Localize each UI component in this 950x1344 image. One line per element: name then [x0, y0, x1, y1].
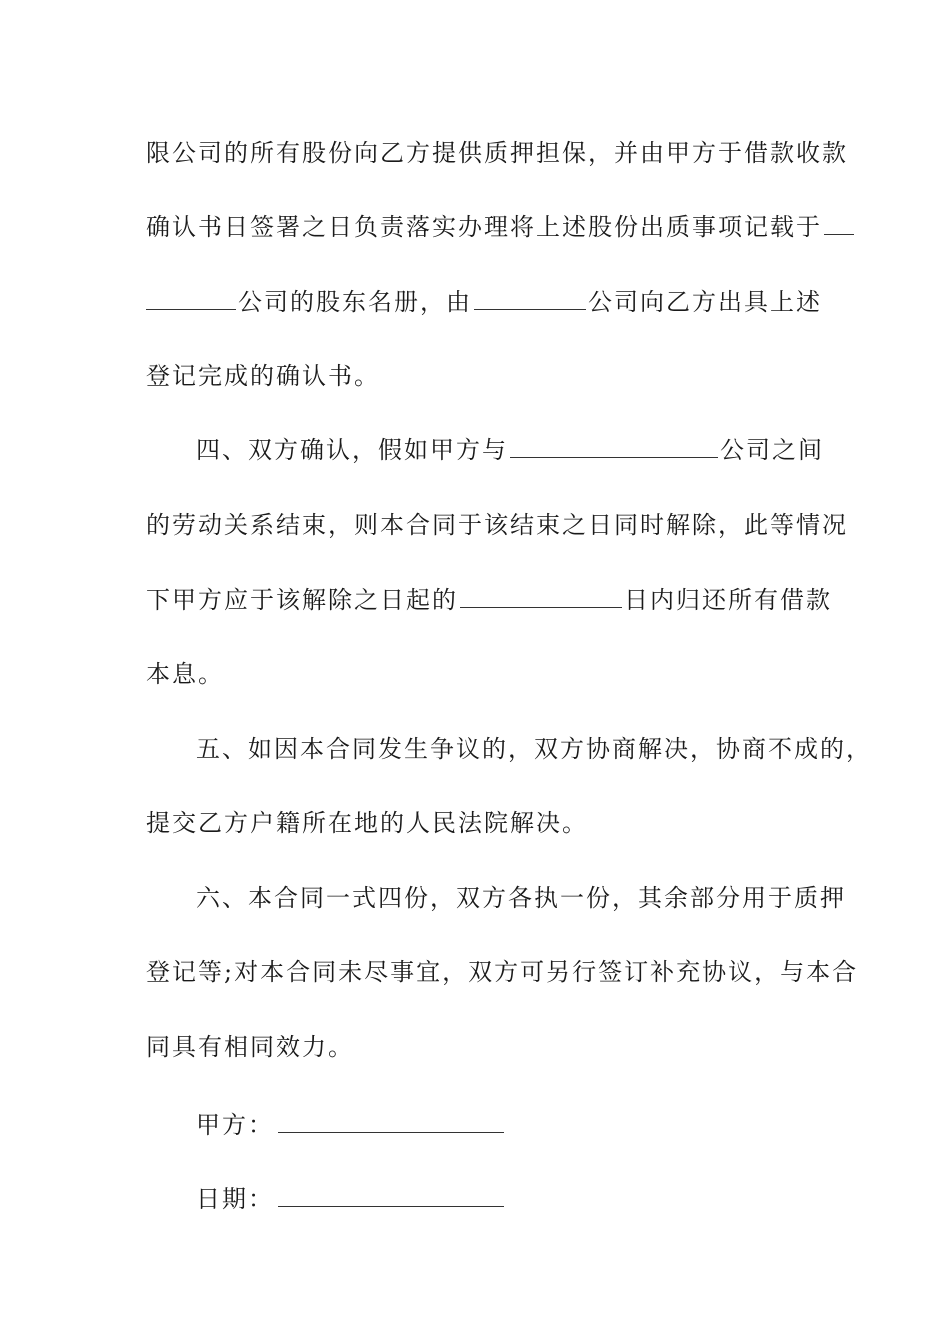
clause6-line2-text: 登记等;对本合同未尽事宜，双方可另行签订补充协议，与本合 [146, 958, 859, 986]
blank-field [146, 287, 236, 310]
date-signature [196, 1180, 504, 1212]
blank-field [460, 585, 622, 608]
clause4-line3 [146, 584, 832, 616]
clause4-line1-text-a: 四、双方确认，假如甲方与 [196, 436, 508, 464]
clause6-line3 [146, 1031, 354, 1063]
party-a-signature [196, 1106, 504, 1138]
clause3-line3-text-a: 公司的股东名册，由 [238, 288, 472, 316]
clause4-line2 [146, 509, 848, 541]
clause3-line1-text: 限公司的所有股份向乙方提供质押担保，并由甲方于借款收款 [146, 139, 848, 167]
party-a-label: 甲方： [196, 1111, 274, 1139]
clause6-line1-text: 六、本合同一式四份，双方各执一份，其余部分用于质押 [196, 884, 846, 912]
party-a-signature-field[interactable] [278, 1106, 504, 1133]
clause6-line1 [196, 882, 846, 914]
clause3-line4-text: 登记完成的确认书。 [146, 362, 380, 390]
clause6-line3-text: 同具有相同效力。 [146, 1033, 354, 1061]
clause4-line2-text: 的劳动关系结束，则本合同于该结束之日同时解除，此等情况 [146, 511, 848, 539]
date-label: 日期： [196, 1185, 274, 1213]
blank-field [510, 435, 718, 458]
clause4-line4 [146, 658, 224, 690]
clause4-line4-text: 本息。 [146, 660, 224, 688]
clause3-line2-text: 确认书日签署之日负责落实办理将上述股份出质事项记载于 [146, 213, 822, 241]
clause4-line1 [196, 434, 824, 466]
clause4-line1-text-b: 公司之间 [720, 436, 824, 464]
clause3-line3 [146, 286, 822, 318]
clause3-line3-text-b: 公司向乙方出具上述 [588, 288, 822, 316]
clause5-line2 [146, 807, 588, 839]
clause5-line2-text: 提交乙方户籍所在地的人民法院解决。 [146, 809, 588, 837]
clause5-line1 [196, 733, 872, 765]
clause3-line4 [146, 360, 380, 392]
date-signature-field[interactable] [278, 1180, 504, 1207]
clause5-line1-text: 五、如因本合同发生争议的，双方协商解决，协商不成的， [196, 735, 872, 763]
clause3-line1 [146, 137, 848, 169]
clause3-line2 [146, 211, 856, 243]
blank-field [474, 287, 586, 310]
blank-field [824, 212, 854, 235]
clause4-line3-text-a: 下甲方应于该解除之日起的 [146, 586, 458, 614]
clause4-line3-text-b: 日内归还所有借款 [624, 586, 832, 614]
clause6-line2 [146, 956, 858, 988]
